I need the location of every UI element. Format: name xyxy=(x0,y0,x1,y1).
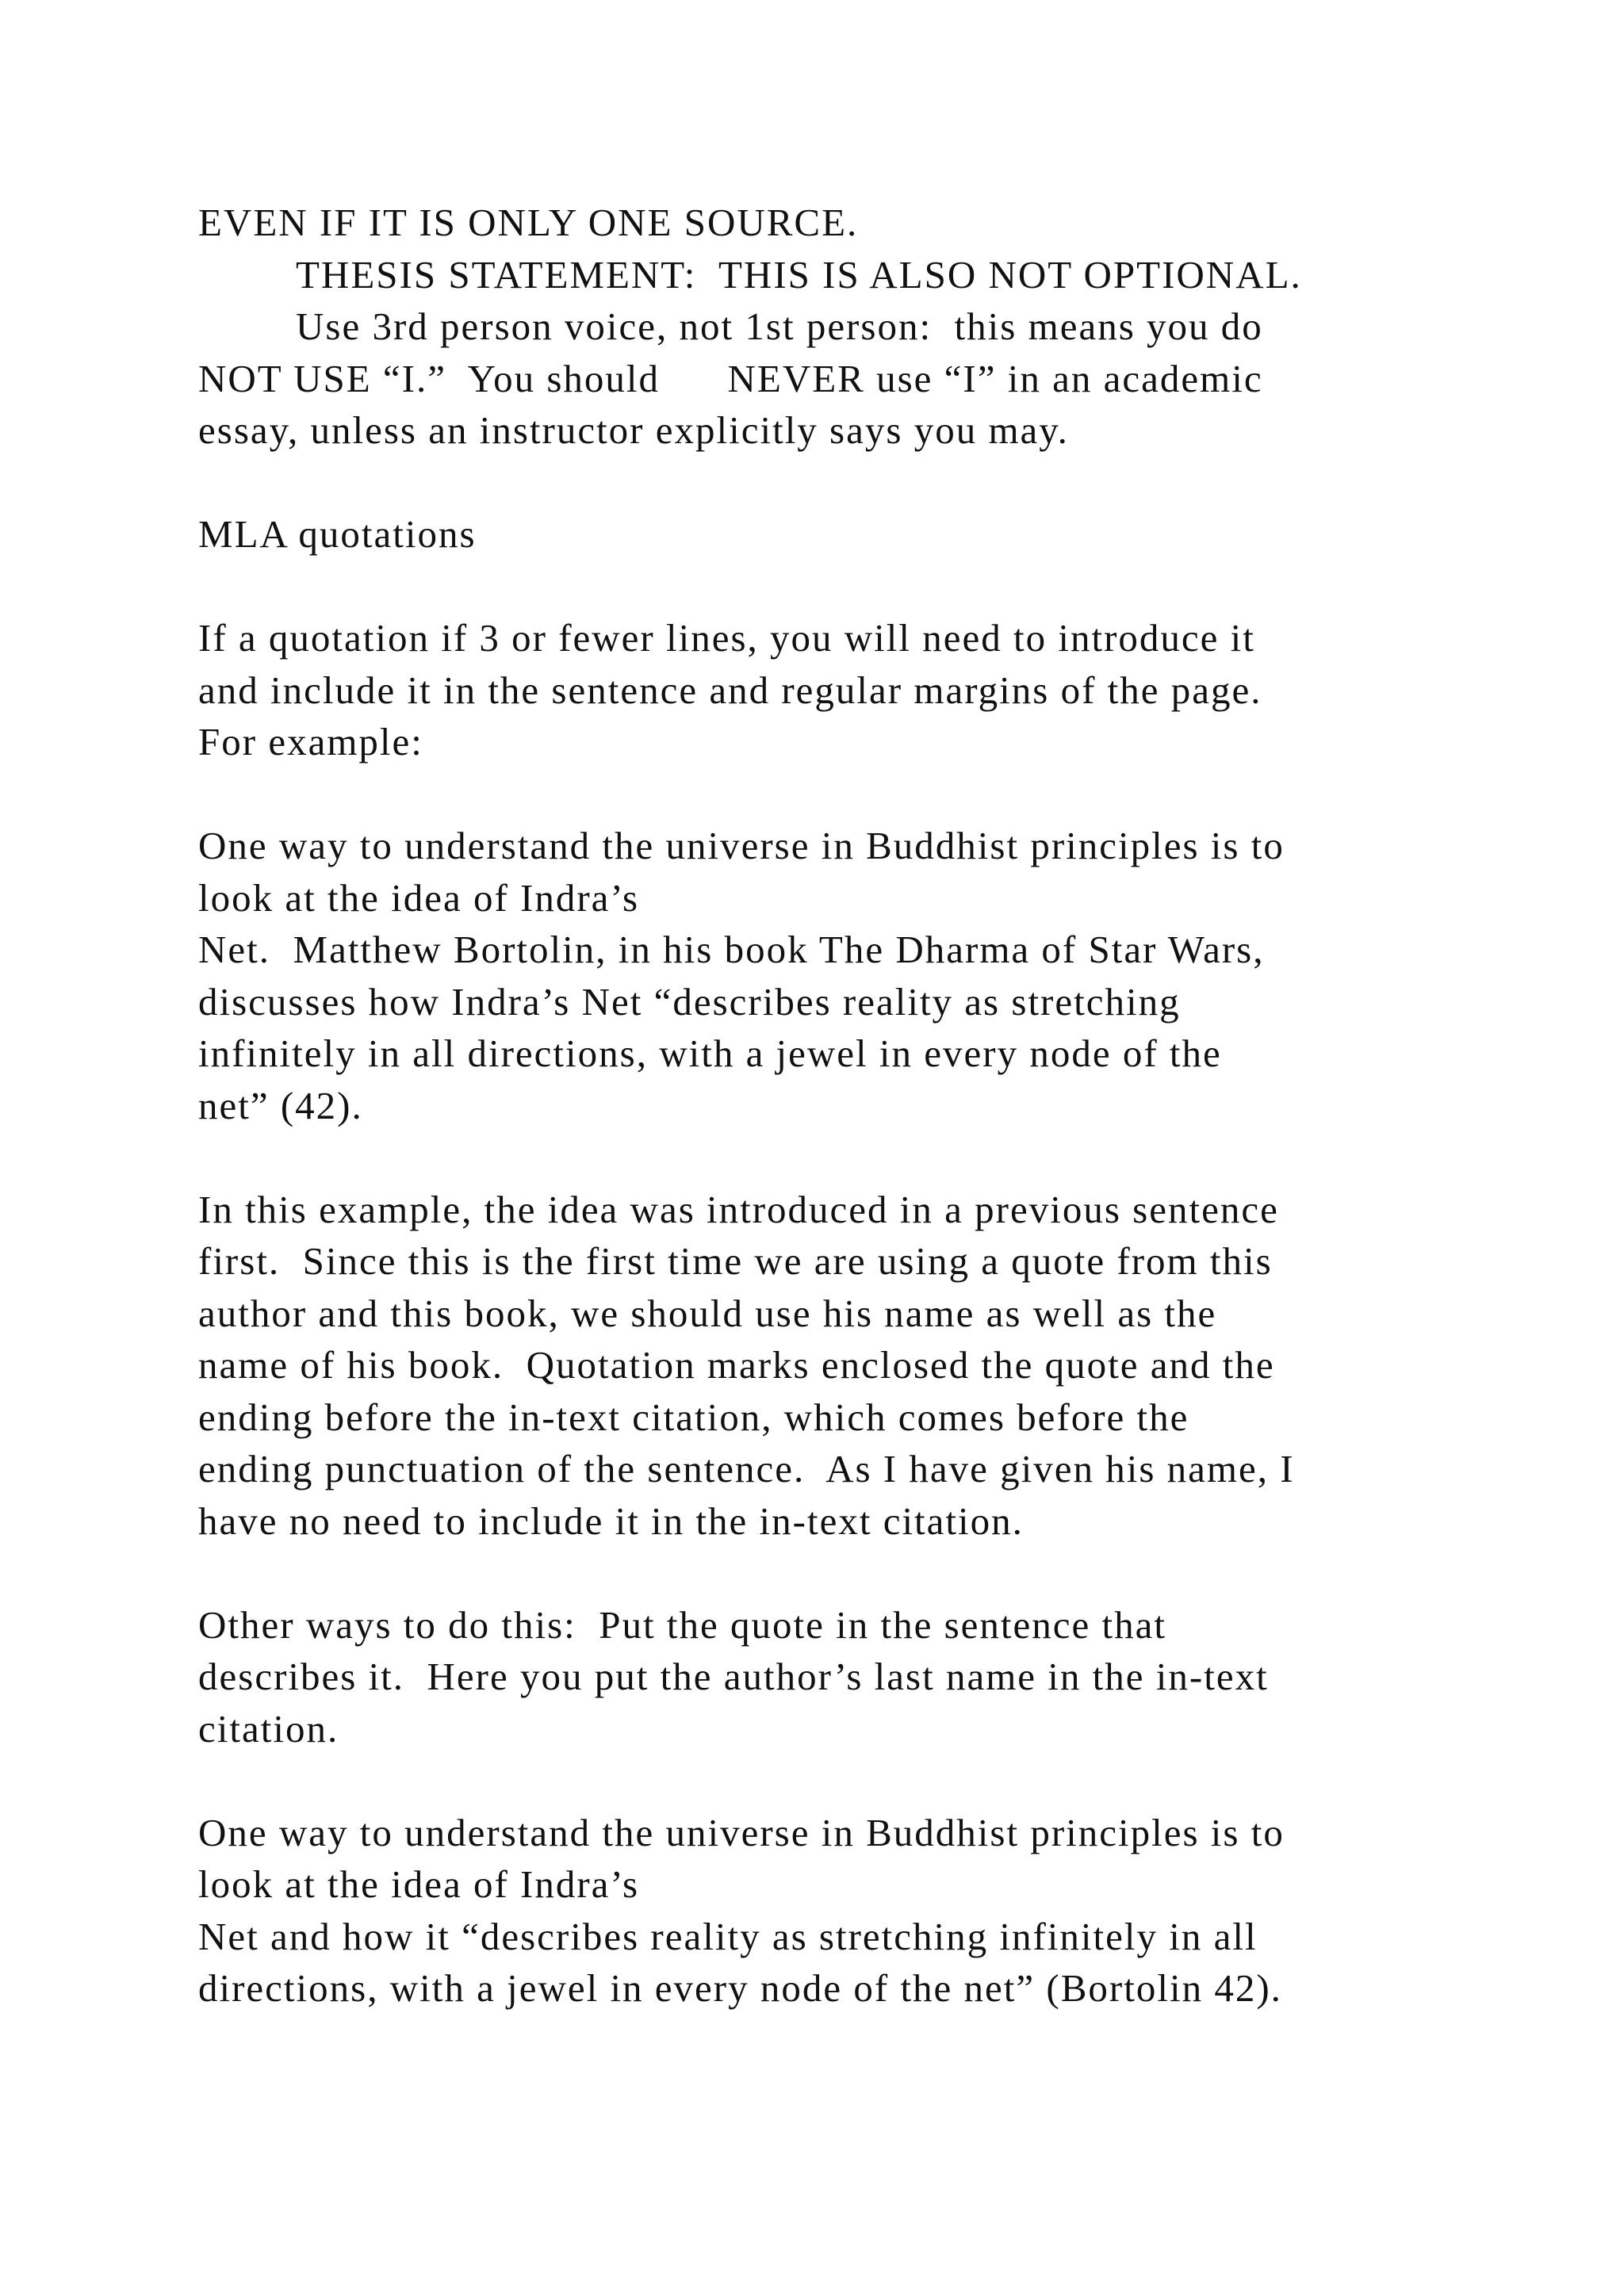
paragraph-other-ways xyxy=(198,1599,1467,1755)
example-line: net” (42). xyxy=(198,1083,363,1127)
paragraph-line: ending punctuation of the sentence. As I have given his name, I xyxy=(198,1447,1295,1490)
voice-rule-line: NOT USE “I.” You should NEVER use “I” in an academic xyxy=(198,356,1263,400)
example-line: infinitely in all directions, with a jewel in every node of the xyxy=(198,1031,1222,1075)
spacer xyxy=(198,1131,1467,1184)
example-quote-1 xyxy=(198,820,1467,1131)
paragraph-line: describes it. Here you put the author’s last name in the in-text xyxy=(198,1655,1269,1698)
paragraph-line: first. Since this is the first time we are using a quote from this xyxy=(198,1239,1273,1283)
intro-line: EVEN IF IT IS ONLY ONE SOURCE. xyxy=(198,201,859,244)
intro-block xyxy=(198,197,1467,457)
paragraph-line: If a quotation if 3 or fewer lines, you will need to introduce it xyxy=(198,616,1255,660)
example-line: discusses how Indra’s Net “describes reality as stretching xyxy=(198,979,1181,1024)
document-body xyxy=(198,197,1467,2015)
thesis-line: THESIS STATEMENT: THIS IS ALSO NOT OPTIONAL. xyxy=(296,252,1302,297)
example-line: Net. Matthew Bortolin, in his book The Dharma of Star Wars, xyxy=(198,928,1265,971)
example-line: directions, with a jewel in every node of the net” (Bortolin 42). xyxy=(198,1966,1282,2010)
section-heading: MLA quotations xyxy=(198,512,477,556)
paragraph-line: name of his book. Quotation marks enclosed the quote and the xyxy=(198,1343,1275,1387)
paragraph-line: For example: xyxy=(198,720,423,763)
spacer xyxy=(198,768,1467,821)
voice-rule-line: Use 3rd person voice, not 1st person: this means you do xyxy=(296,304,1263,348)
example-line: look at the idea of Indra’s xyxy=(198,875,640,920)
spacer xyxy=(198,457,1467,509)
example-quote-2 xyxy=(198,1807,1467,2015)
spacer xyxy=(198,561,1467,613)
example-line: One way to understand the universe in Buddhist principles is to xyxy=(198,824,1285,867)
example-line: Net and how it “describes reality as stretching infinitely in all xyxy=(198,1914,1258,1958)
paragraph-intro-quotes xyxy=(198,612,1467,768)
paragraph-line: citation. xyxy=(198,1706,339,1751)
paragraph-line: have no need to include it in the in-text citation. xyxy=(198,1498,1024,1543)
paragraph-line: and include it in the sentence and regular margins of the page. xyxy=(198,668,1262,712)
paragraph-explanation xyxy=(198,1184,1467,1548)
example-line: look at the idea of Indra’s xyxy=(198,1862,640,1906)
example-line: One way to understand the universe in Buddhist principles is to xyxy=(198,1810,1285,1854)
spacer xyxy=(198,1547,1467,1599)
paragraph-line: In this example, the idea was introduced in a previous sentence xyxy=(198,1187,1279,1231)
paragraph-line: ending before the in-text citation, which comes before the xyxy=(198,1395,1189,1439)
paragraph-line: Other ways to do this: Put the quote in the sentence that xyxy=(198,1602,1167,1647)
paragraph-line: author and this book, we should use his name as well as the xyxy=(198,1291,1217,1335)
spacer xyxy=(198,1755,1467,1807)
voice-rule-line: essay, unless an instructor explicitly says you may. xyxy=(198,408,1069,452)
